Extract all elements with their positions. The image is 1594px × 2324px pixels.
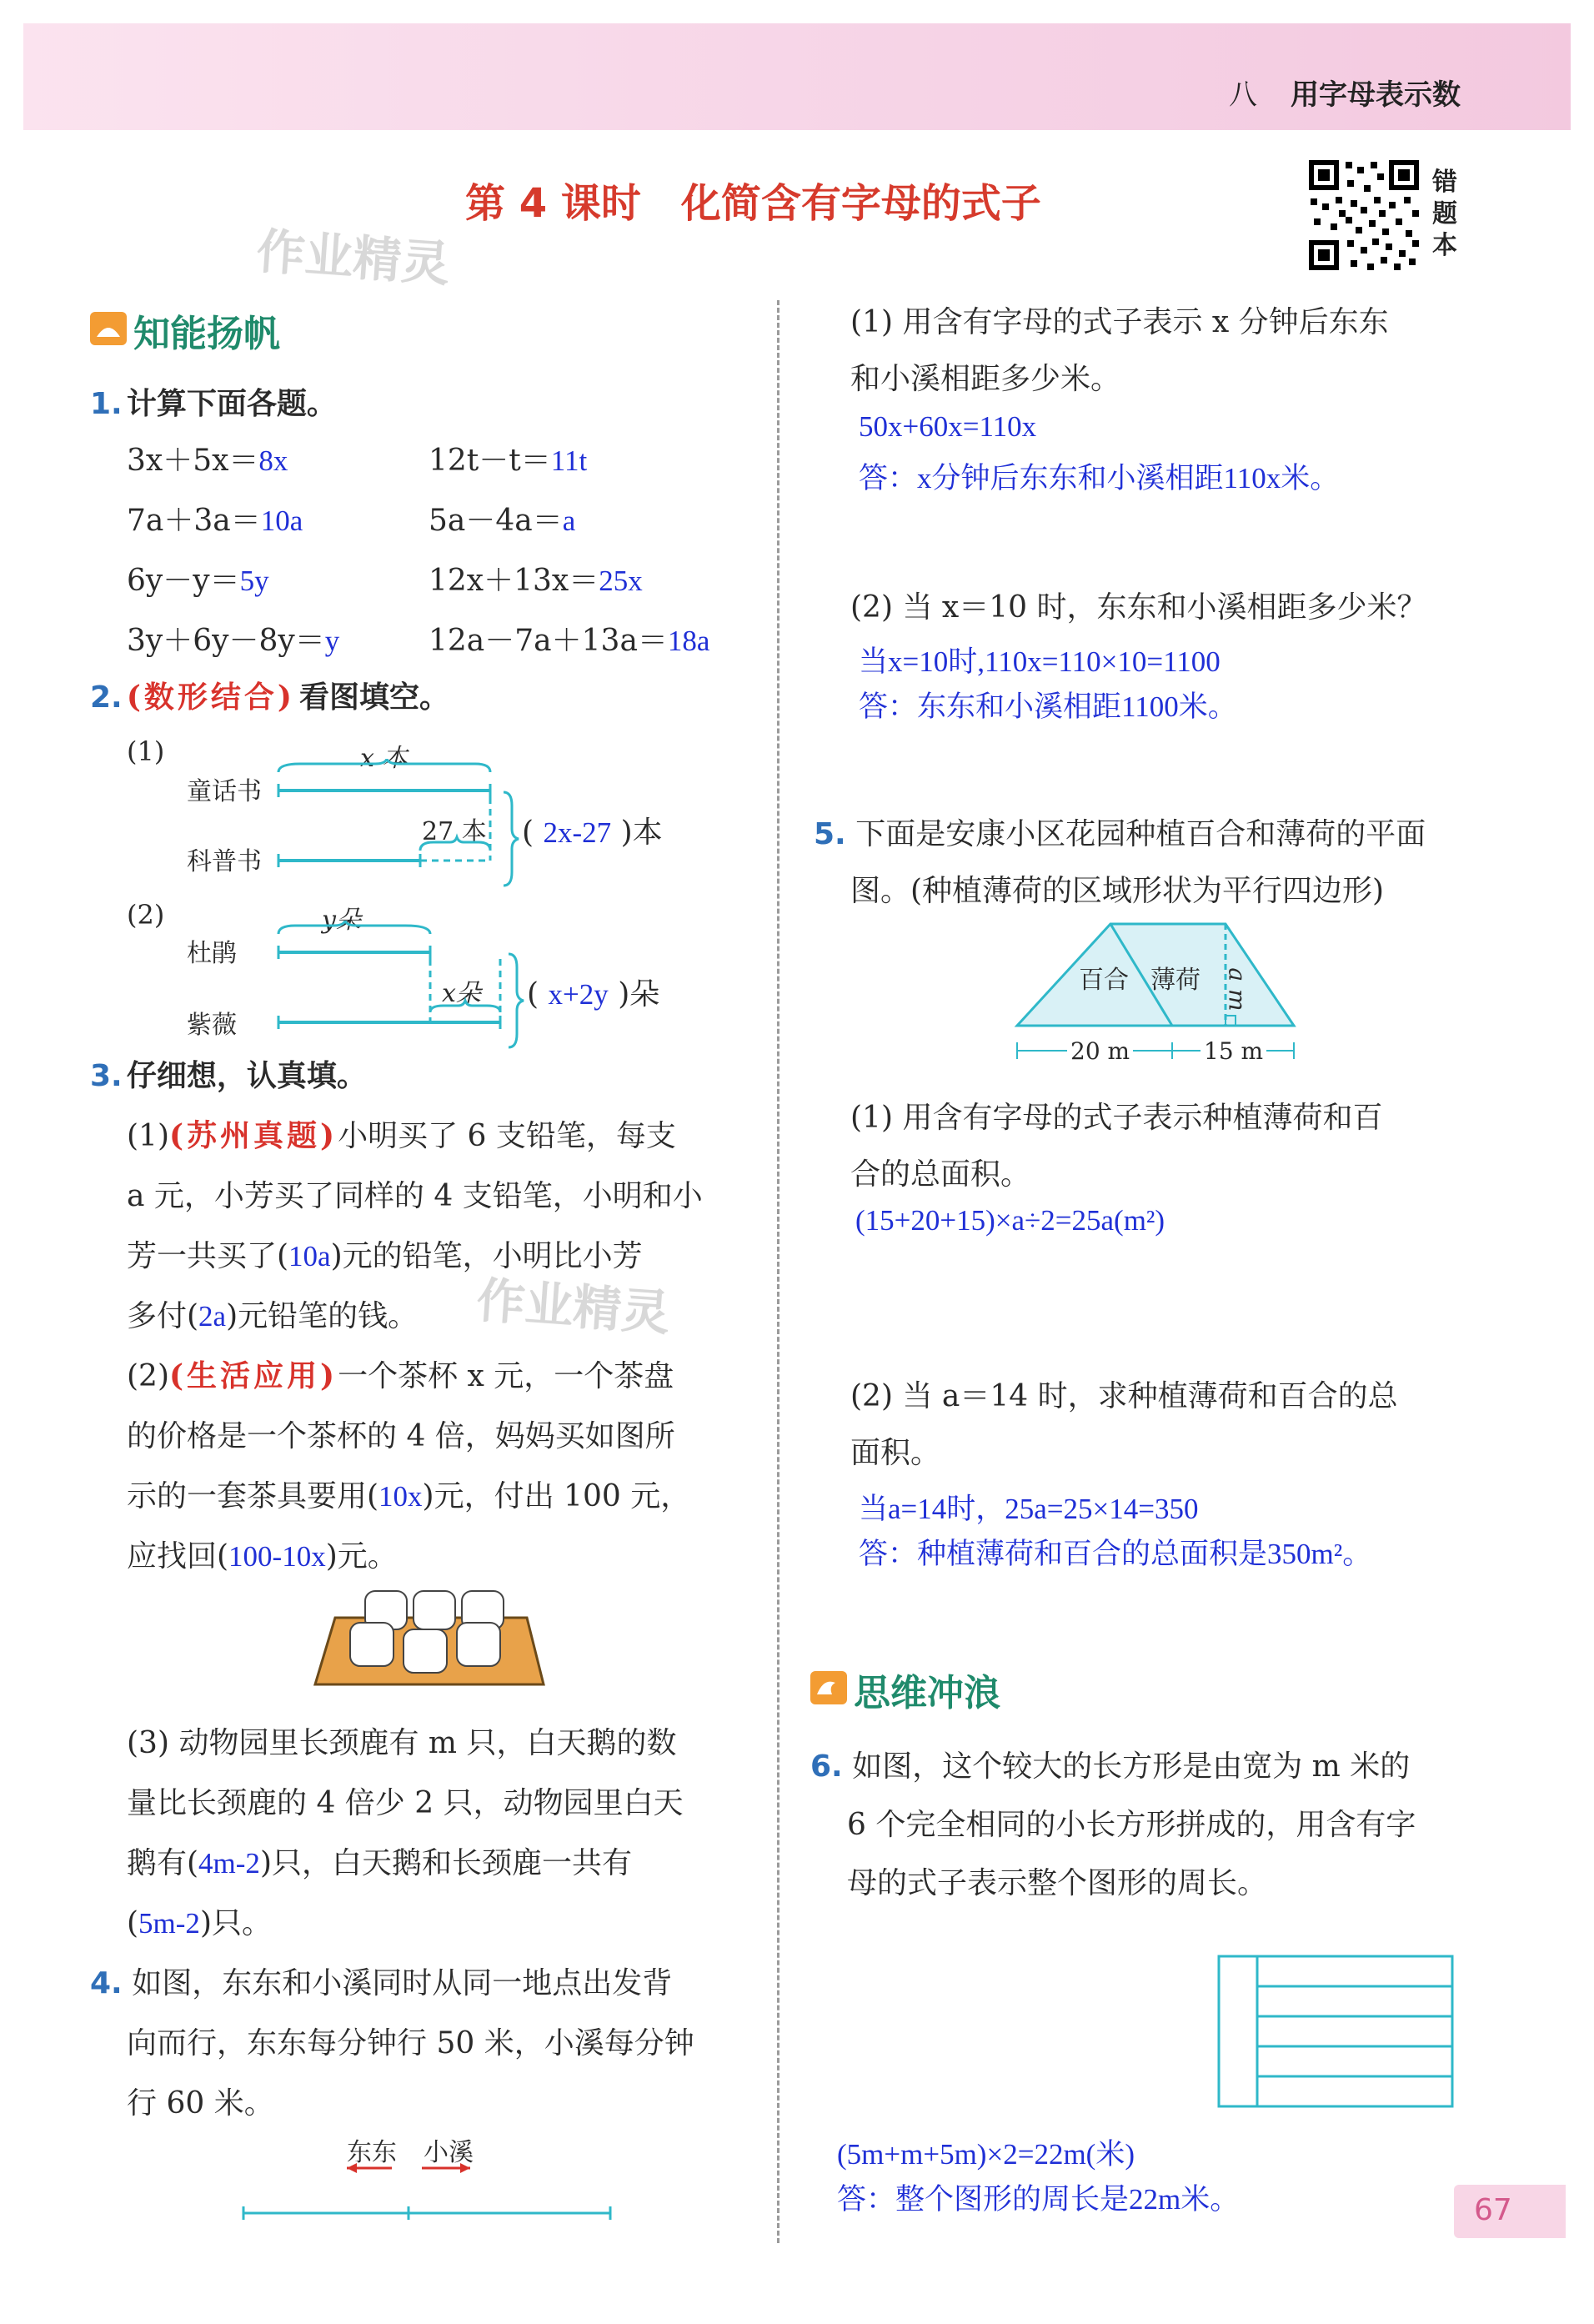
question-number: 2.: [90, 680, 123, 715]
answer-line: 当x=10时,110x=110×10=1100: [859, 645, 1221, 678]
answer-line: 答：整个图形的周长是22m米。: [837, 2183, 1240, 2216]
text-line: (3) 动物园里长颈鹿有 m 只，白天鹅的数: [127, 1726, 677, 1760]
calc-item: 7a＋3a＝10a: [127, 504, 303, 538]
text-line: 鹅有(4m-2)只，白天鹅和长颈鹿一共有: [127, 1846, 632, 1880]
watermark: 作业精灵: [254, 222, 452, 293]
question-tag: (数形结合): [126, 680, 295, 715]
calc-item: 12x＋13x＝25x: [429, 564, 643, 598]
calc-item: 3x＋5x＝8x: [127, 444, 288, 478]
section-icon: [810, 1671, 847, 1704]
qr-code[interactable]: [1306, 157, 1422, 274]
text-line: 行 60 米。: [127, 2086, 274, 2121]
question-title: 仔细想，认真填。: [126, 1059, 367, 1093]
qr-label-char: 错: [1432, 168, 1457, 197]
answer-line: 50x+60x=110x: [859, 410, 1037, 443]
page-number: 67: [1474, 2193, 1512, 2227]
text-line: 合的总面积。: [850, 1157, 1031, 1192]
text-line: 应找回(100-10x)元。: [127, 1539, 398, 1574]
answer-line: (5m+m+5m)×2=22m(米): [837, 2138, 1135, 2171]
figure-label: 15 m: [1201, 1037, 1266, 1065]
brace-label: x 本: [360, 744, 408, 773]
text-line: (1) 用含有字母的式子表示种植薄荷和百: [850, 1101, 1383, 1135]
text-line: (2)(生活应用)一个茶杯 x 元，一个茶盘: [127, 1358, 674, 1393]
section-title-1: 知能扬帆: [133, 313, 280, 355]
figure-label: a m: [1223, 967, 1251, 1011]
text-line: a 元，小芳买了同样的 4 支铅笔，小明和小: [127, 1179, 703, 1213]
header-title: 用字母表示数: [1291, 78, 1461, 112]
text-line: 芳一共买了(10a)元的铅笔，小明比小芳: [127, 1239, 643, 1273]
segment-diagram-2: [267, 921, 534, 1037]
text-line: (1)(苏州真题)小明买了 6 支铅笔，每支: [127, 1118, 676, 1153]
brace-label: y朵: [322, 906, 361, 935]
answer-line: (15+20+15)×a÷2=25a(m²): [855, 1204, 1165, 1237]
brace-label: 27 本: [422, 817, 487, 846]
fill-blank: ( x+2y )朵: [527, 977, 660, 1011]
text-line: 4. 如图，东东和小溪同时从同一地点出发背: [90, 1966, 673, 2000]
right-brace-2: [505, 951, 525, 1051]
text-line: (2) 当 a＝14 时，求种植薄荷和百合的总: [850, 1379, 1398, 1413]
header-chapter: 八: [1229, 78, 1257, 112]
fill-blank: ( 2x-27 )本: [522, 816, 663, 850]
figure-label: 薄荷: [1150, 966, 1201, 995]
text-line: 6. 如图，这个较大的长方形是由宽为 m 米的: [810, 1749, 1411, 1784]
question-number: 3.: [90, 1059, 123, 1093]
row-label: 童话书: [187, 777, 262, 806]
calc-item: 12a－7a＋13a＝18a: [429, 624, 710, 658]
watermark: 作业精灵: [474, 1271, 672, 1342]
text-line: (5m-2)只。: [127, 1906, 272, 1940]
sub-label: (1): [127, 735, 165, 767]
text-line: (1) 用含有字母的式子表示 x 分钟后东东: [850, 305, 1389, 339]
answer-line: 答：种植薄荷和百合的总面积是350m²。: [859, 1538, 1372, 1570]
figure-label: 20 m: [1067, 1037, 1133, 1065]
qr-label-char: 题: [1432, 199, 1457, 228]
sub-label: (2): [127, 899, 165, 931]
question-title: 计算下面各题。: [126, 387, 337, 421]
lesson-title: 第 4 课时 化简含有字母的式子: [465, 180, 1041, 227]
row-label: 杜鹃: [187, 939, 237, 968]
text-line: 多付(2a)元铅笔的钱。: [127, 1299, 419, 1333]
calc-item: 3y＋6y－8y＝y: [127, 624, 340, 658]
figure-label: 百合: [1079, 966, 1129, 995]
answer-line: 答：x分钟后东东和小溪相距110x米。: [859, 462, 1340, 494]
answer-line: 答：东东和小溪相距1100米。: [859, 690, 1237, 723]
text-line: 和小溪相距多少米。: [850, 362, 1121, 396]
calc-item: 6y－y＝5y: [127, 564, 269, 598]
text-line: (2) 当 x＝10 时，东东和小溪相距多少米？: [850, 590, 1427, 625]
direction-diagram: [233, 2160, 617, 2235]
question-title: 看图填空。: [299, 680, 450, 715]
tea-set-illustration: [310, 1584, 552, 1693]
rectangle-figure: [1216, 1953, 1457, 2111]
figure-label: 东东: [347, 2138, 397, 2167]
text-line: 5. 下面是安康小区花园种植百合和薄荷的平面: [814, 817, 1426, 851]
column-divider: [777, 300, 779, 2243]
section-icon: [90, 312, 127, 345]
qr-label-char: 本: [1432, 231, 1457, 260]
qr-label: [1432, 167, 1461, 262]
question-number: 1.: [90, 387, 123, 421]
calc-item: 12t－t＝11t: [429, 444, 588, 478]
text-line: 6 个完全相同的小长方形拼成的，用含有字: [847, 1808, 1416, 1842]
answer-line: 当a=14时，25a=25×14=350: [859, 1493, 1199, 1525]
row-label: 科普书: [187, 847, 262, 876]
text-line: 母的式子表示整个图形的周长。: [847, 1866, 1268, 1900]
segment-diagram-1: [267, 759, 534, 876]
text-line: 面积。: [850, 1436, 941, 1470]
row-label: 紫薇: [187, 1011, 237, 1040]
text-line: 示的一套茶具要用(10x)元，付出 100 元，: [127, 1479, 691, 1513]
figure-label: 小溪: [424, 2138, 474, 2167]
right-brace-1: [500, 789, 520, 889]
text-line: 量比长颈鹿的 4 倍少 2 只，动物园里白天: [127, 1786, 684, 1820]
brace-label: x朵: [442, 979, 481, 1008]
calc-item: 5a－4a＝a: [429, 504, 576, 538]
text-line: 的价格是一个茶杯的 4 倍，妈妈买如图所: [127, 1419, 675, 1453]
text-line: 向而行，东东每分钟行 50 米，小溪每分钟: [127, 2026, 694, 2060]
section-title-2: 思维冲浪: [854, 1672, 1000, 1714]
text-line: 图。(种植薄荷的区域形状为平行四边形): [850, 874, 1385, 908]
